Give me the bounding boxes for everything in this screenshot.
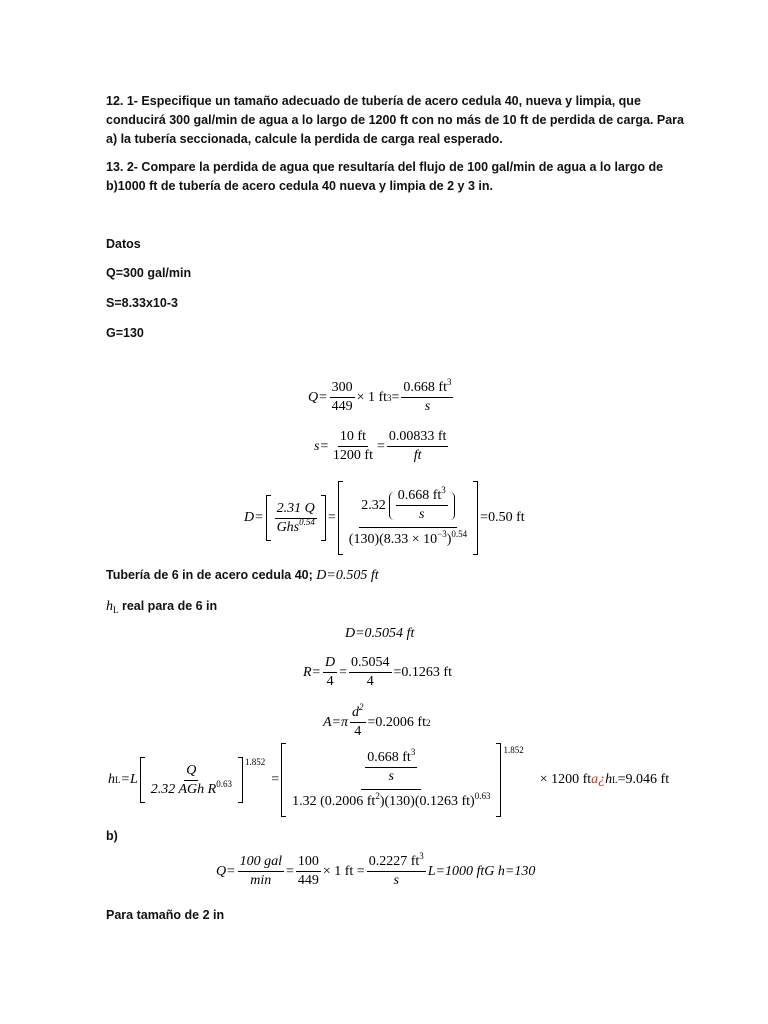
datos-q: Q=300 gal/min [106,266,192,280]
equation-flow-q-b: Q= $\frac{\text{100 gal}}{\min}$ = $\frac{100}{449}$ × 1 ft = $\frac{0.2227 ft^3}{s}$ L=1000 ftG h=130 [216,851,536,888]
equation-slope-s: s= $\frac{10 ft}{1200 ft}$ = $\frac{0.00833 ft}{ft}$ [314,429,447,463]
part-b-label: b) [106,829,118,843]
problem-12-line-3: a) la tubería seccionada, calcule la perdida de carga real esperado. [106,132,503,146]
datos-title: Datos [106,237,141,251]
equation-area-a: A=π $\frac{d^2}{4}$ =0.2006 ft 2 [323,702,431,739]
hl-label: $h_L$ real para de 6 in [106,599,218,615]
equation-flow-q: Q= $\frac{300}{449}$ × 1 ft 3 = $\frac{0.668 ft^3}{s}$ [308,377,452,414]
size-2in-heading: Para tamaño de 2 in [106,908,225,922]
equation-radius-r: R= $\frac{D}{4}$ = $\frac{0.5054}{4}$ =0.1263 ft [303,655,452,689]
problem-13-line-1: 13. 2- Compare la perdida de agua que resultaría del flujo de 100 gal/min de agua a lo largo de [106,160,664,174]
datos-s: S=8.33x10-3 [106,296,178,310]
tuberia-line: Tubería de 6 in de acero cedula 40; D=0.505 ft [106,568,379,583]
problem-12-line-2: conducirá 300 gal/min de agua a lo largo de 1200 ft con no más de 10 ft de perdida de carga. Para [106,113,684,127]
equation-d-value: D=0.5054 ft [345,626,415,641]
datos-g: G=130 [106,326,144,340]
problem-12-line-1: 12. 1- Especifique un tamaño adecuado de tubería de acero cedula 40, nueva y limpia, que [106,94,641,108]
equation-diameter-d: D= $\frac{2.31 Q}{Ghs^{0.54}}$ = 2.32 $\frac{0.668 ft^3}{s}$ $(130)(8.33 \times 10^{-3})^{0.54}$ =0.50 ft [244,480,525,556]
equation-head-loss-hl: h L =L $\frac{Q}{2.32 AGh R^{0.63}}$ 1.852 = $\frac{\frac{0.668 ft^3}{s}}{1.32 (0.2006 ft^2)(130)(0.1263 ft)^{0.63}}$ 1.852 × 1200 ft a¿ h L =9.046 ft [108,742,669,818]
problem-13-line-2: b)1000 ft de tubería de acero cedula 40 nueva y limpia de 2 y 3 in. [106,179,493,193]
